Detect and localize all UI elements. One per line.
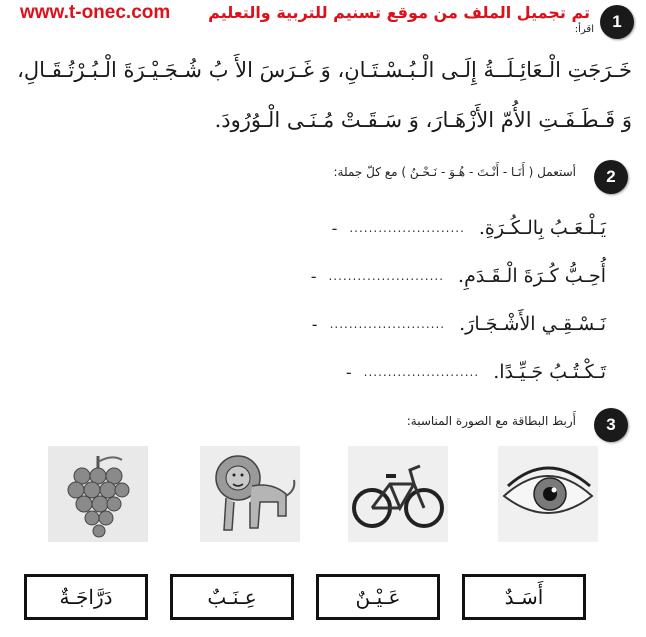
header bbox=[20, 2, 620, 28]
site-title: تم تجميل الملف من موقع تسنيم للتربية والتعليم bbox=[208, 3, 590, 22]
eye-picture[interactable] bbox=[498, 446, 598, 542]
section-2-instruction: أستعمل ( أَنَـا - أَنْـتَ - هُـوَ - نَـحْـنُ ) مع كلّ جملة: bbox=[333, 165, 576, 179]
list-dash: - bbox=[310, 266, 317, 286]
answer-blank[interactable]: ........................ bbox=[329, 317, 446, 331]
site-url[interactable]: www.t-onec.com bbox=[20, 2, 171, 23]
section-2-number-badge bbox=[594, 160, 628, 194]
grapes-icon bbox=[48, 446, 148, 542]
section-3-number: 3 bbox=[606, 415, 616, 434]
sentence-row bbox=[332, 214, 606, 242]
section-1-instruction: اقرأ: bbox=[574, 24, 594, 35]
section-1-number-badge bbox=[600, 5, 634, 39]
reading-line-1: خَـرَجَتِ الْـعَائِـلَــةُ إِلَـى الْـبُـسْـتَـانِ، وَ غَـرَسَ الأَ بُ شُـجَـيْـرَةَ الْـبُـرْتُـقَـالِ، bbox=[17, 58, 632, 82]
word-card[interactable]: عَـيْـنٌ bbox=[316, 574, 440, 620]
answer-blank[interactable]: ........................ bbox=[328, 269, 445, 283]
section-2-number: 2 bbox=[606, 167, 616, 186]
word-card[interactable]: عِـنَـبٌ bbox=[170, 574, 294, 620]
answer-blank[interactable]: ........................ bbox=[349, 221, 465, 235]
answer-blank[interactable]: ........................ bbox=[363, 365, 480, 379]
list-dash: - bbox=[331, 218, 338, 238]
sentence-text: أُحِـبُّ كُـرَةَ الْـقَـدَمِ. bbox=[458, 265, 606, 287]
bicycle-icon bbox=[348, 446, 448, 542]
section-3-number-badge bbox=[594, 408, 628, 442]
sentence-text: يَـلْـعَـبُ بِالـكُـرَةِ. bbox=[478, 217, 606, 239]
word-card[interactable]: دَرَّاجَـةٌ bbox=[24, 574, 148, 620]
list-dash: - bbox=[345, 362, 352, 382]
bicycle-picture[interactable] bbox=[348, 446, 448, 542]
eye-icon bbox=[498, 446, 598, 542]
lion-icon bbox=[200, 446, 300, 542]
lion-picture[interactable] bbox=[200, 446, 300, 542]
sentence-row bbox=[312, 310, 606, 338]
grapes-picture[interactable] bbox=[48, 446, 148, 542]
sentence-text: نَـسْـقِـي الأَشْـجَـارَ. bbox=[459, 313, 606, 335]
sentence-row bbox=[311, 262, 606, 290]
sentence-text: تَـكْـتُـبُ جَـيِّـدًا. bbox=[493, 361, 606, 383]
section-3-instruction: أَربط البطاقة مع الصورة المناسبة: bbox=[406, 414, 576, 428]
section-1-number: 1 bbox=[612, 12, 622, 31]
reading-line-2: وَ قَـطَـفَـتِ الأُمّ الأَزْهَـارَ، وَ سَـقَـتْ مُـنَـى الْـوُرُودَ. bbox=[214, 108, 632, 132]
word-card[interactable]: أَسَـدٌ bbox=[462, 574, 586, 620]
list-dash: - bbox=[311, 314, 318, 334]
sentence-row bbox=[346, 358, 606, 386]
